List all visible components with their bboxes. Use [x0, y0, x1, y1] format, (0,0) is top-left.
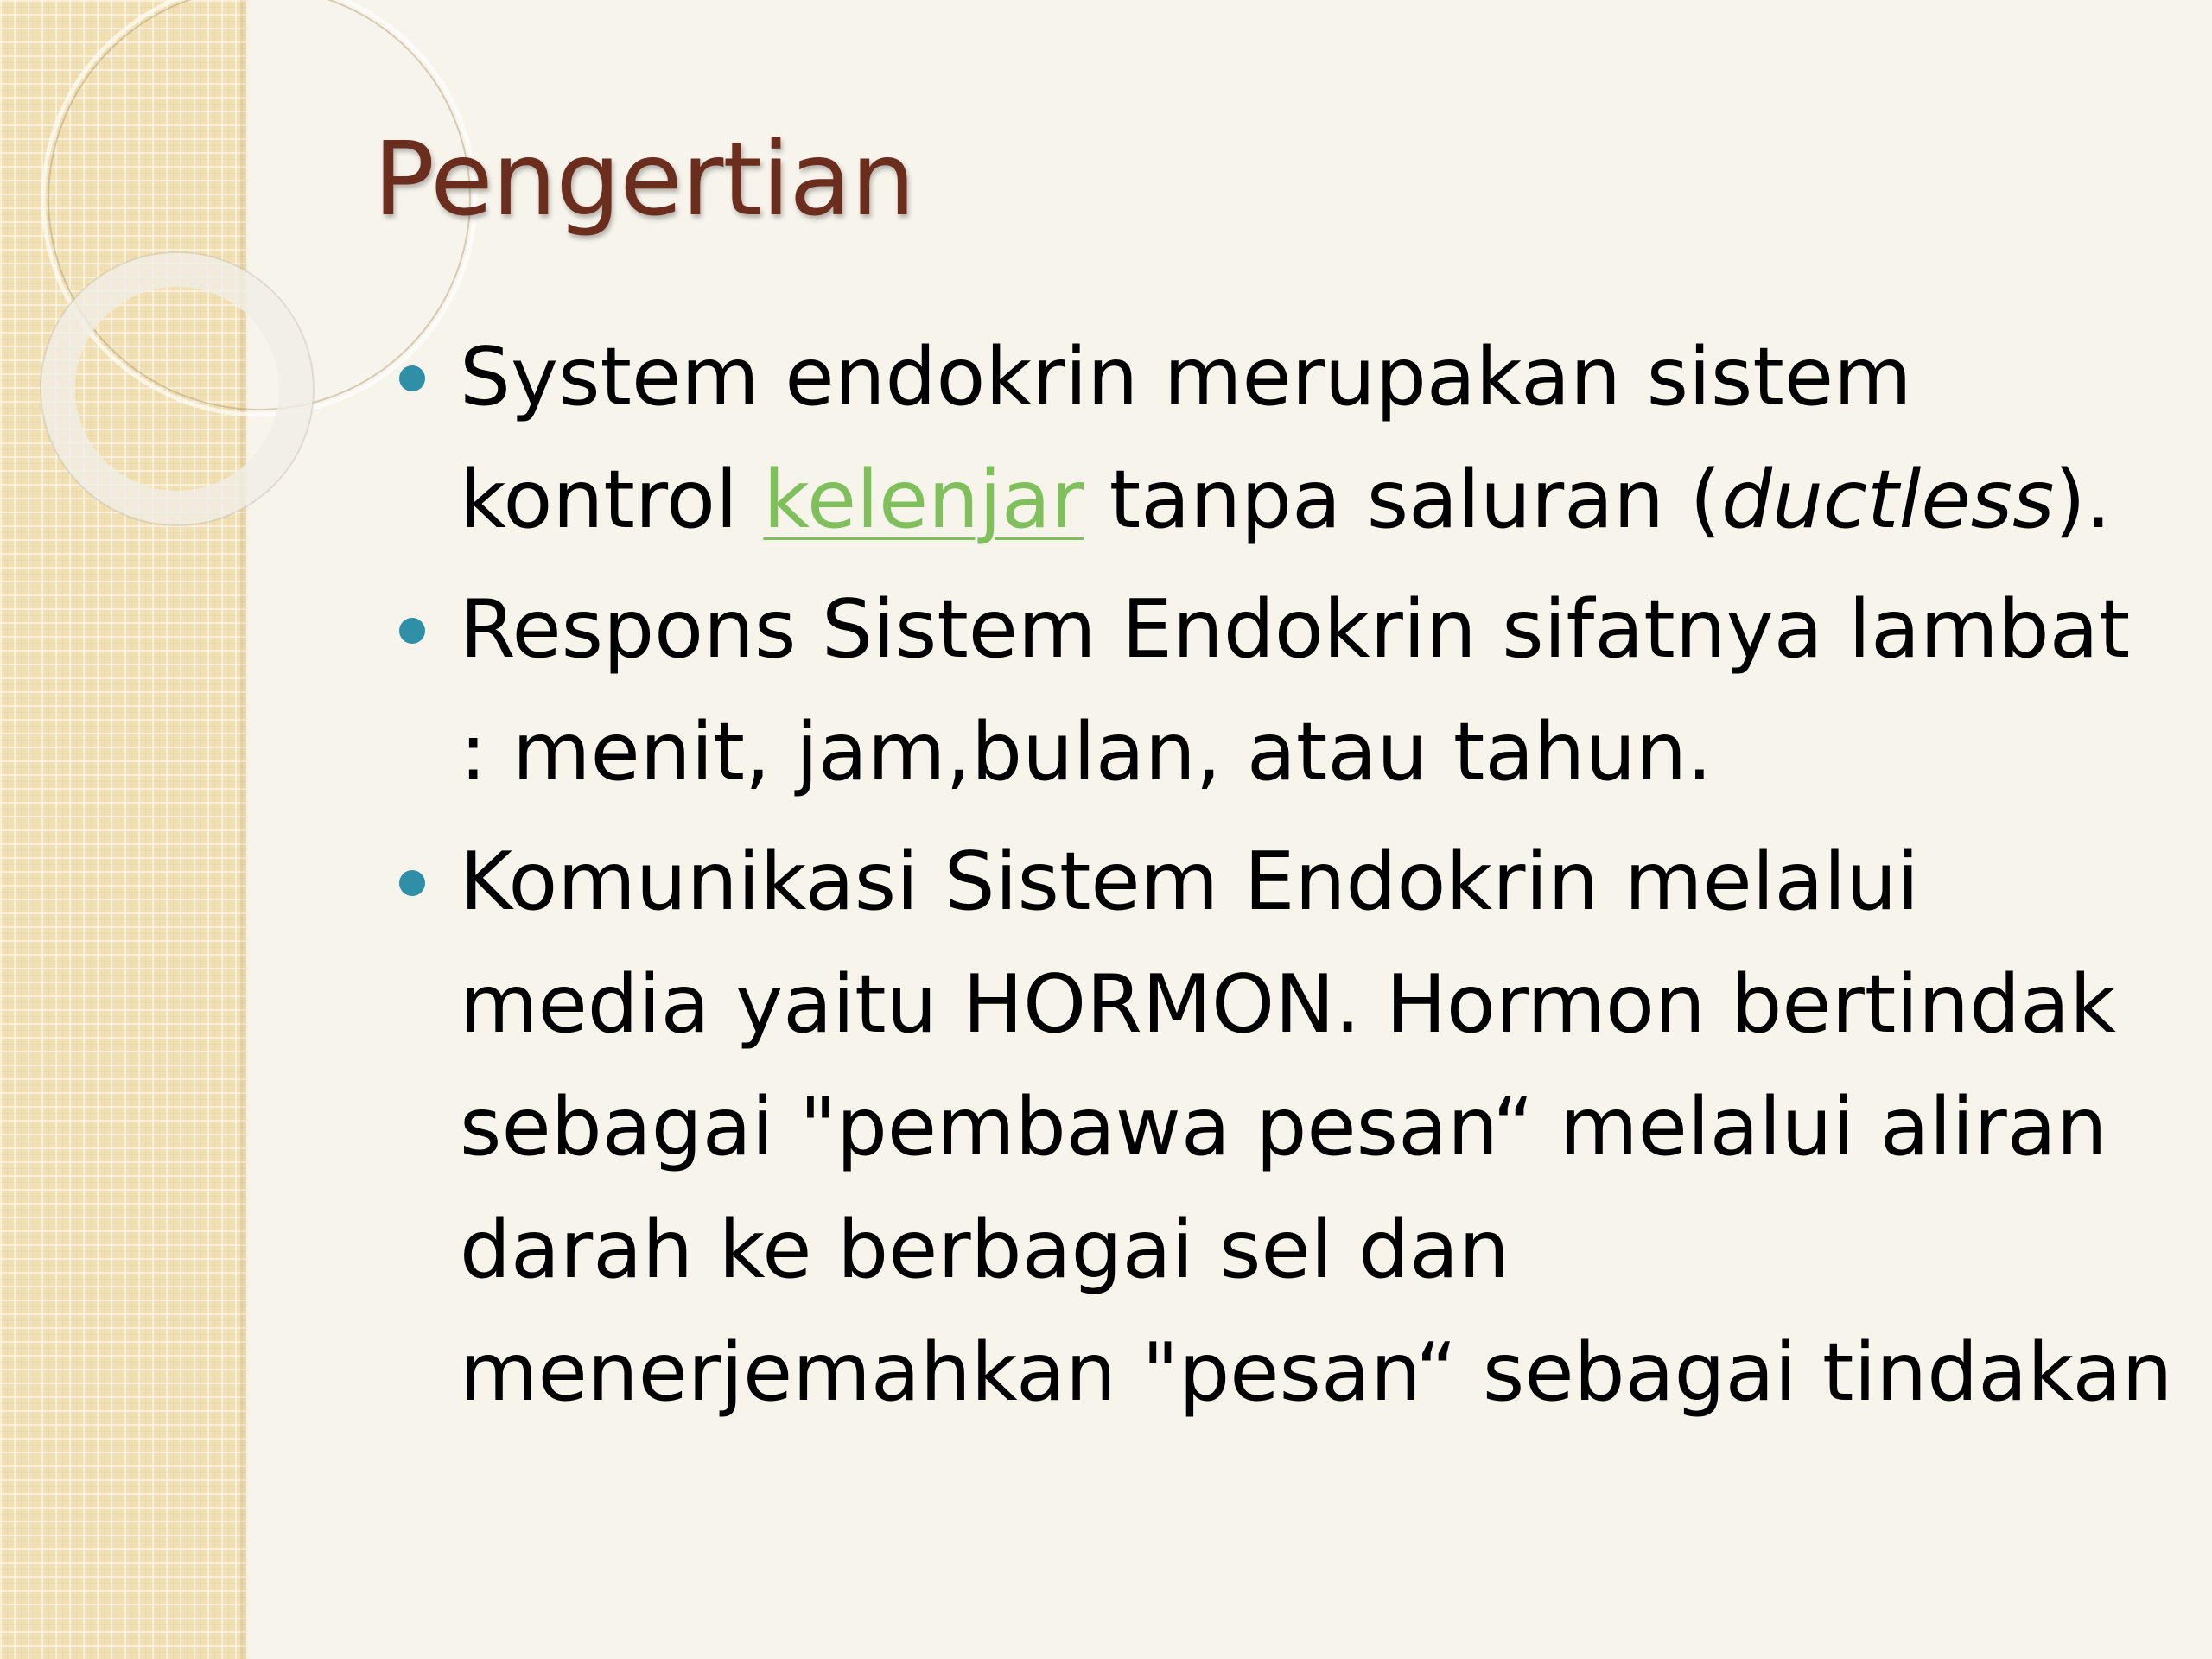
bullet-text: System endokrin merupakan sistem kontrol [460, 330, 1912, 546]
bullet-text: Komunikasi Sistem Endokrin melalui media yaitu HORMON. Hormon bertindak sebagai "pembawa pesan“ melalui aliran darah ke berbagai sel dan menerjemahkan "pesan“ sebagai tindakan [460, 835, 2173, 1419]
bullet-text: ). [2054, 453, 2112, 546]
bullet-item [397, 568, 2177, 813]
bullet-dot-icon [399, 870, 425, 896]
bullet-text: tanpa saluran ( [1084, 453, 1721, 546]
bullet-item [397, 820, 2177, 1433]
italic-term: ductless [1720, 453, 2055, 546]
slide-title: Pengertian [373, 119, 915, 238]
concentric-rings-icon [0, 0, 294, 605]
bullet-dot-icon [399, 618, 425, 644]
kelenjar-link[interactable]: kelenjar [763, 453, 1084, 546]
bullet-text: Respons Sistem Endokrin sifatnya lambat : menit, jam,bulan, atau tahun. [460, 582, 2131, 798]
bullet-list [397, 315, 2177, 1440]
bullet-dot-icon [399, 365, 425, 391]
bullet-item [397, 315, 2177, 561]
